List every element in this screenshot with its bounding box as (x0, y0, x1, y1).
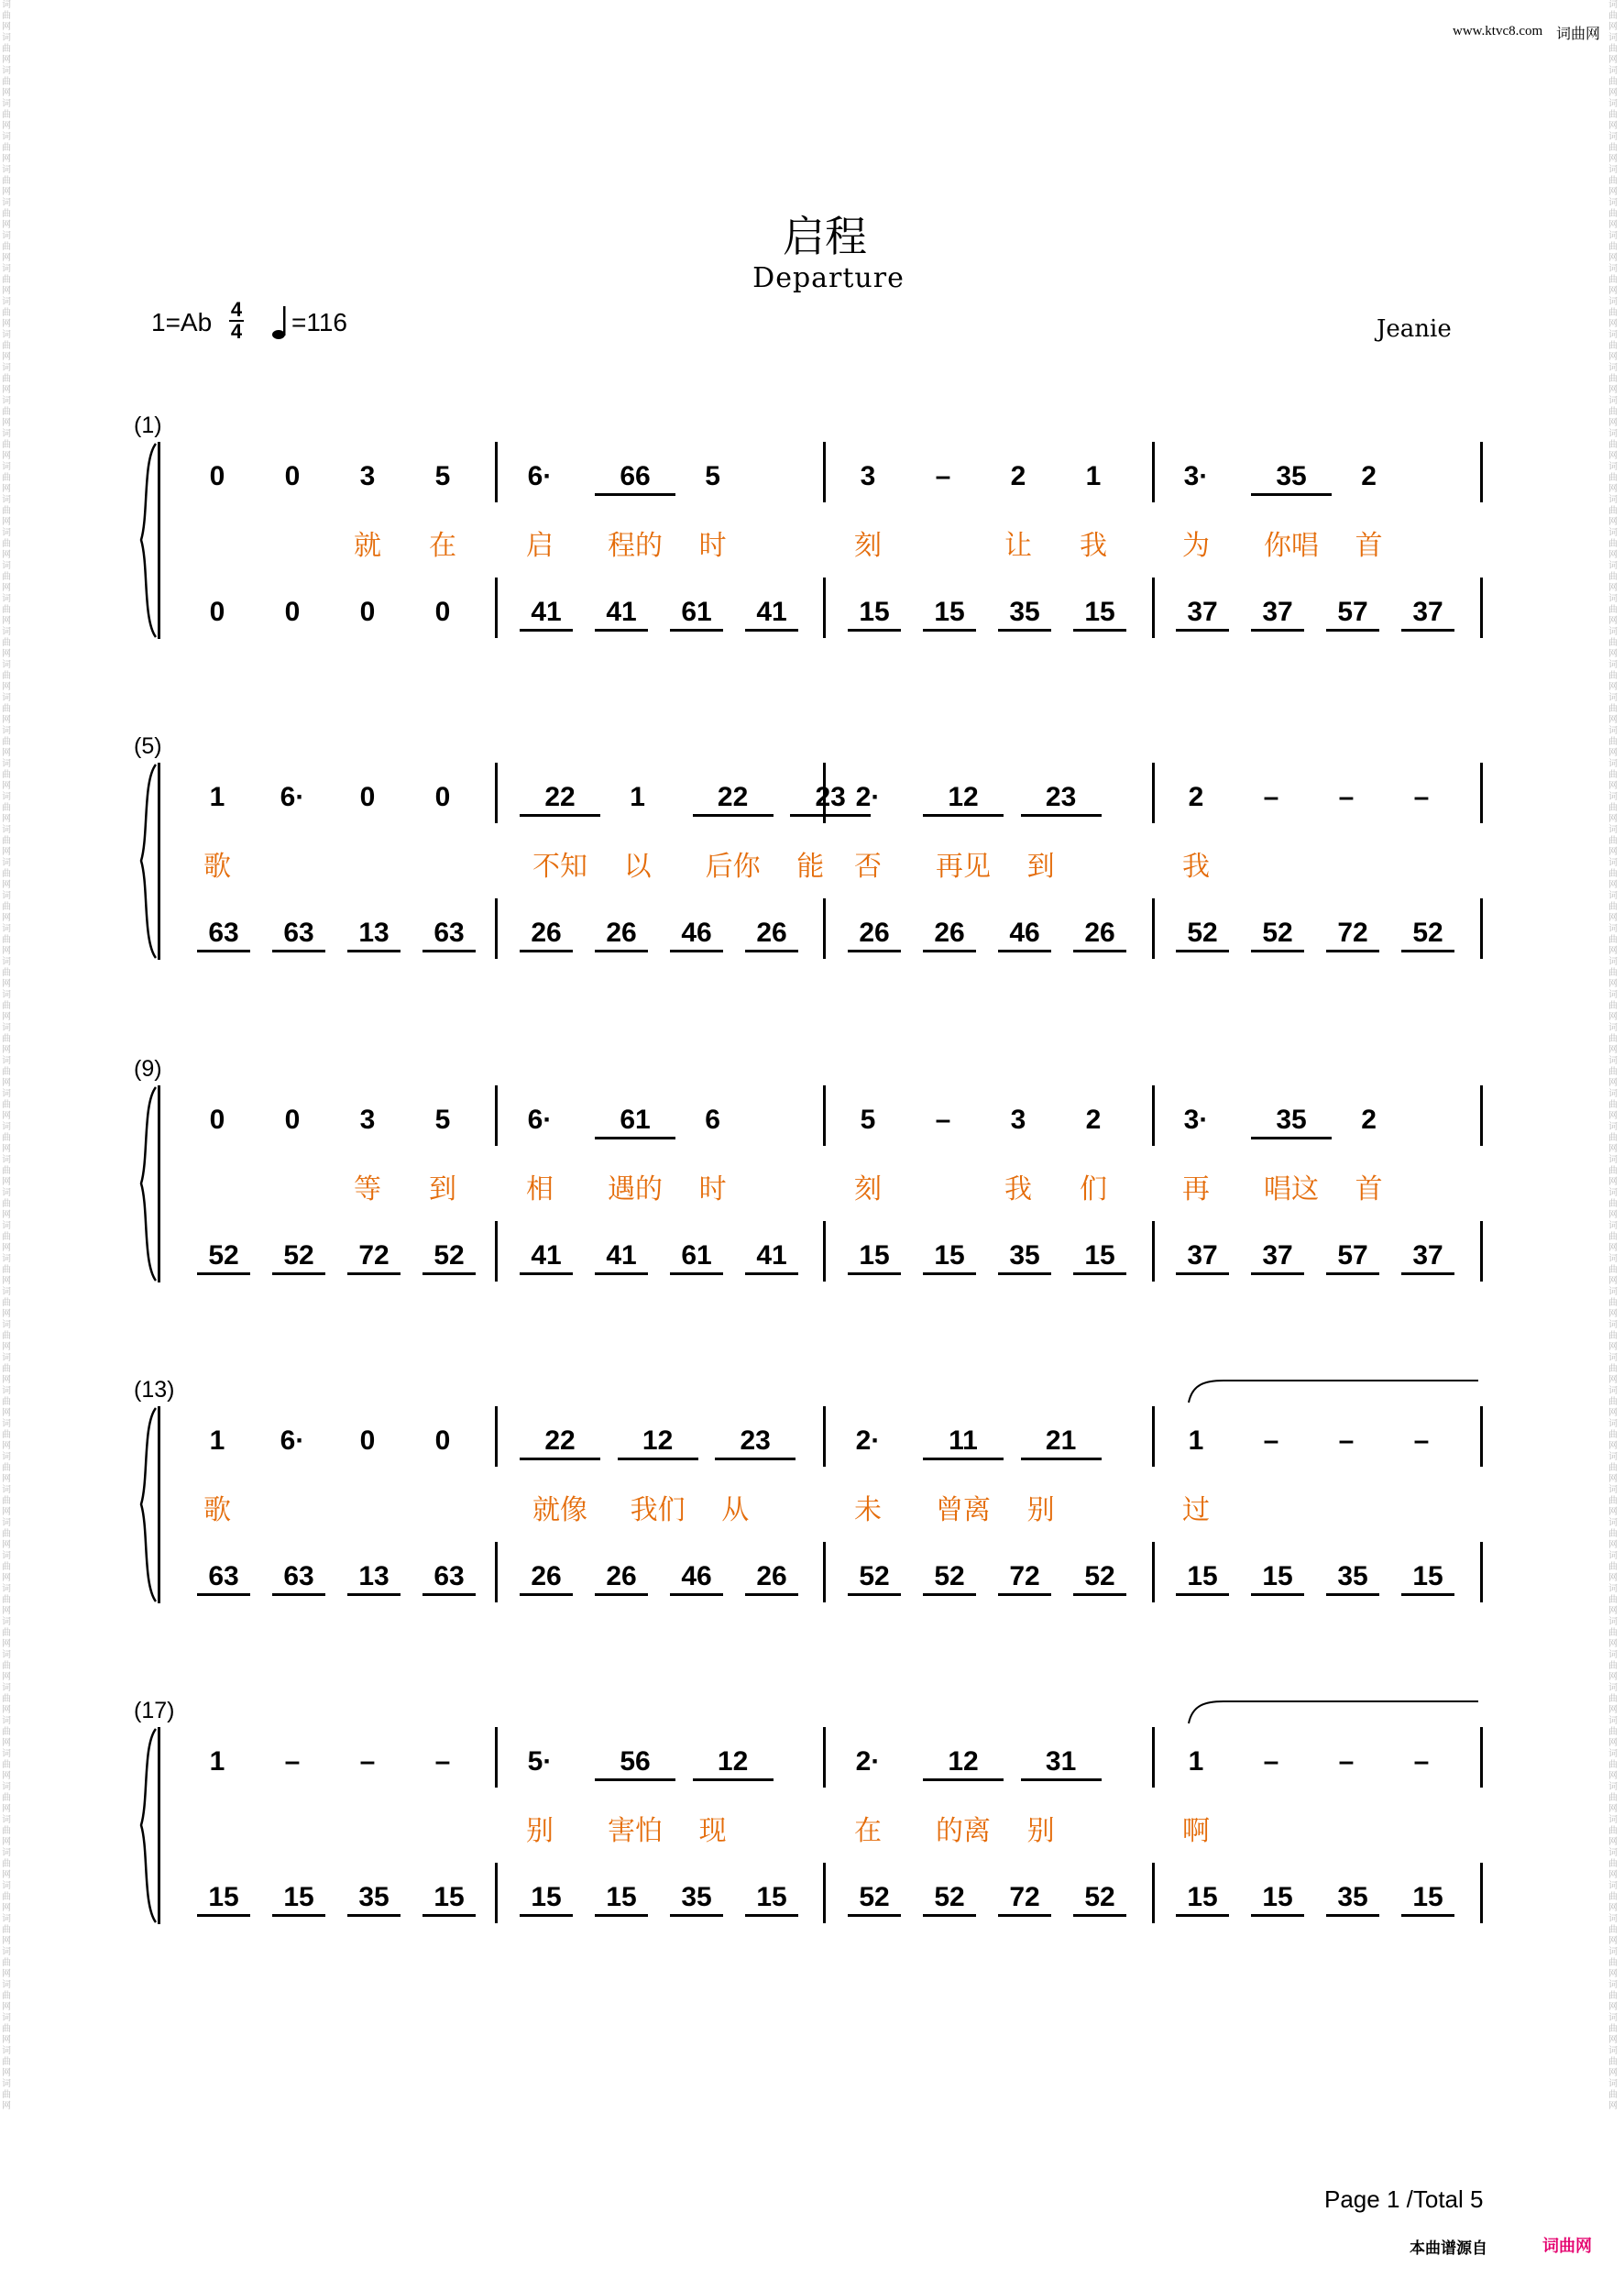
lyric-text: 的离 (936, 1815, 991, 1847)
melody-note: – (434, 1746, 451, 1777)
barline (823, 898, 826, 959)
bass-note: 15 (1176, 1881, 1229, 1917)
melody-note: 23 (790, 781, 871, 817)
bass-note: 61 (670, 596, 723, 632)
melody-note: 3 (1010, 1105, 1026, 1135)
lyric-text: 未 (854, 1494, 882, 1526)
bass-note: 46 (998, 917, 1051, 952)
melody-note: 0 (434, 1425, 451, 1456)
bass-note: 15 (1073, 1239, 1126, 1275)
bass-note: 26 (520, 917, 573, 952)
bass-note: 15 (197, 1881, 250, 1917)
melody-note: 5 (434, 1105, 451, 1135)
bass-note: 15 (1251, 1881, 1304, 1917)
bass-note: 35 (1326, 1560, 1379, 1596)
measure-number: (5) (134, 733, 162, 759)
bass-note: 13 (347, 917, 401, 952)
bass-note: 15 (923, 1239, 976, 1275)
lyric-text: 我 (1182, 851, 1210, 883)
barline (495, 1863, 498, 1923)
melody-note: 1 (1188, 1425, 1204, 1456)
tempo-mark: =116 (291, 308, 347, 336)
melody-note: 6· (280, 1425, 305, 1456)
lyric-text: 你唱 (1264, 530, 1319, 562)
lyric-text: 程的 (608, 530, 663, 562)
bass-note: 46 (670, 917, 723, 952)
barline (495, 442, 498, 502)
bass-note: 0 (434, 597, 451, 627)
lyric-text: 遇的 (608, 1173, 663, 1205)
barline (823, 1542, 826, 1602)
bass-note: 15 (1401, 1881, 1454, 1917)
barline (1152, 763, 1155, 823)
barline (1480, 578, 1483, 638)
bass-note: 35 (670, 1881, 723, 1917)
bass-note: 26 (848, 917, 901, 952)
lyric-text: 就 (354, 530, 381, 562)
melody-note: – (284, 1746, 301, 1777)
lyric-text: 我 (1004, 1173, 1032, 1205)
lyric-text: 启 (526, 530, 554, 562)
barline (1152, 578, 1155, 638)
bass-note: 63 (272, 917, 325, 952)
bass-note: 35 (998, 596, 1051, 632)
lyric-text: 首 (1355, 1173, 1383, 1205)
bass-note: 35 (998, 1239, 1051, 1275)
bass-note: 72 (998, 1560, 1051, 1596)
melody-note: 0 (284, 1105, 301, 1135)
melody-note: 6· (527, 461, 553, 491)
melody-note: 1 (209, 1425, 225, 1456)
lyric-text: 时 (698, 1173, 727, 1205)
melody-note: 61 (595, 1104, 675, 1139)
bass-note: 15 (1073, 596, 1126, 632)
composer: Jeanie (1377, 315, 1452, 343)
lyric-text: 别 (526, 1815, 554, 1847)
melody-note: 1 (209, 1746, 225, 1777)
system-brace (136, 1727, 163, 1924)
bass-note: 41 (745, 596, 798, 632)
bass-note: 15 (1401, 1560, 1454, 1596)
quarter-note-icon (271, 304, 286, 346)
barline (823, 1727, 826, 1788)
melody-note: – (1413, 782, 1430, 812)
bass-note: 26 (923, 917, 976, 952)
barline (1152, 1727, 1155, 1788)
bass-note: 15 (272, 1881, 325, 1917)
melody-note: 0 (434, 782, 451, 812)
bass-note: 41 (745, 1239, 798, 1275)
lyric-text: 从 (721, 1494, 750, 1526)
melody-note: 31 (1021, 1745, 1102, 1781)
bass-note: 37 (1176, 1239, 1229, 1275)
melody-note: 11 (923, 1425, 1004, 1460)
melody-note: 23 (715, 1425, 796, 1460)
melody-note: 3· (1183, 461, 1209, 491)
lyric-text: 时 (698, 530, 727, 562)
time-signature (229, 298, 244, 343)
lyric-text: 让 (1004, 530, 1032, 562)
slur (1187, 1698, 1480, 1725)
melody-note: 5 (860, 1105, 876, 1135)
measure-number: (13) (134, 1377, 175, 1403)
melody-note: 3· (1183, 1105, 1209, 1135)
system-brace (136, 442, 163, 639)
melody-note: – (1263, 1746, 1279, 1777)
time-numerator: 4 (230, 298, 243, 321)
lyric-text: 啊 (1182, 1815, 1210, 1847)
lyric-text: 刻 (854, 530, 882, 562)
melody-note: 0 (209, 461, 225, 491)
barline (1480, 1406, 1483, 1467)
melody-note: 1 (630, 782, 645, 812)
barline (495, 1406, 498, 1467)
melody-note: 12 (693, 1745, 774, 1781)
melody-note: – (1338, 782, 1355, 812)
lyric-text: 不知 (532, 851, 587, 883)
barline (1152, 898, 1155, 959)
barline (823, 1221, 826, 1282)
barline (1480, 1085, 1483, 1146)
melody-note: – (1413, 1425, 1430, 1456)
barline (495, 1085, 498, 1146)
lyric-text: 唱这 (1264, 1173, 1319, 1205)
barline (495, 898, 498, 959)
melody-note: 22 (693, 781, 774, 817)
melody-note: 0 (209, 1105, 225, 1135)
melody-note: – (935, 1105, 951, 1135)
barline (1152, 1221, 1155, 1282)
bass-note: 15 (422, 1881, 476, 1917)
melody-note: 23 (1021, 781, 1102, 817)
barline (823, 1406, 826, 1467)
melody-note: 12 (618, 1425, 698, 1460)
barline (1152, 1542, 1155, 1602)
bass-note: 26 (520, 1560, 573, 1596)
lyric-text: 到 (429, 1173, 456, 1205)
bass-note: 63 (197, 1560, 250, 1596)
barline (495, 763, 498, 823)
bass-note: 15 (848, 596, 901, 632)
site-url[interactable]: www.ktvc8.com (1453, 24, 1543, 39)
melody-note: 3 (359, 461, 376, 491)
site-name: 词曲网 (1556, 27, 1601, 42)
lyric-text: 刻 (854, 1173, 882, 1205)
bass-note: 41 (520, 1239, 573, 1275)
barline (823, 1085, 826, 1146)
bass-note: 41 (595, 596, 648, 632)
melody-note: – (1263, 1425, 1279, 1456)
source-site[interactable]: 词曲网 (1542, 2237, 1592, 2255)
measure-number: (17) (134, 1698, 175, 1723)
bass-note: 57 (1326, 596, 1379, 632)
barline (1152, 442, 1155, 502)
melody-note: 0 (359, 782, 376, 812)
barline (1152, 1085, 1155, 1146)
melody-note: – (1338, 1746, 1355, 1777)
bass-note: 37 (1401, 596, 1454, 632)
melody-note: 66 (595, 460, 675, 496)
bass-note: 0 (284, 597, 301, 627)
melody-note: 5· (527, 1746, 553, 1777)
bass-note: 52 (272, 1239, 325, 1275)
melody-note: 2· (855, 782, 881, 812)
bass-note: 63 (422, 1560, 476, 1596)
melody-note: 5 (434, 461, 451, 491)
bass-note: 52 (197, 1239, 250, 1275)
melody-note: 3 (860, 461, 876, 491)
melody-note: 6· (527, 1105, 553, 1135)
lyric-text: 相 (526, 1173, 554, 1205)
bass-note: 15 (1251, 1560, 1304, 1596)
bass-note: 37 (1401, 1239, 1454, 1275)
bass-note: 0 (359, 597, 376, 627)
measure-number: (9) (134, 1056, 162, 1082)
bass-note: 52 (1073, 1881, 1126, 1917)
bass-note: 41 (595, 1239, 648, 1275)
melody-note: 22 (520, 781, 600, 817)
bass-note: 26 (595, 917, 648, 952)
lyric-text: 到 (1026, 851, 1055, 883)
bass-note: 26 (595, 1560, 648, 1596)
barline (1152, 1863, 1155, 1923)
melody-note: 2 (1361, 1105, 1377, 1135)
melody-note: 2 (1188, 782, 1204, 812)
lyric-text: 就像 (532, 1494, 587, 1526)
lyric-text: 再 (1182, 1173, 1210, 1205)
left-watermark-strip: 词曲网词曲网词曲网词曲网词曲网词曲网词曲网词曲网词曲网词曲网词曲网词曲网词曲网词曲网词曲网词曲网词曲网词曲网词曲网词曲网词曲网词曲网词曲网词曲网词曲网词曲网词曲网词曲网词曲网词曲网词曲网词曲网词曲网词曲网词曲网词曲网词曲网词曲网词曲网词曲网词曲网词曲网词曲网词曲网词曲网词曲网词曲网词曲网词曲网词曲网词曲网词曲网词曲网词曲网词曲网词曲网词曲网词曲网词曲网词曲网词曲网词曲网词曲网词曲网 (2, 0, 11, 2111)
barline (495, 1727, 498, 1788)
bass-note: 41 (520, 596, 573, 632)
bass-note: 15 (745, 1881, 798, 1917)
bass-note: 52 (848, 1560, 901, 1596)
bass-note: 52 (1176, 917, 1229, 952)
melody-note: – (935, 461, 951, 491)
bass-note: 46 (670, 1560, 723, 1596)
bass-note: 72 (347, 1239, 401, 1275)
bass-note: 26 (745, 917, 798, 952)
lyric-text: 歌 (203, 1494, 231, 1526)
right-watermark-strip: 词曲网词曲网词曲网词曲网词曲网词曲网词曲网词曲网词曲网词曲网词曲网词曲网词曲网词曲网词曲网词曲网词曲网词曲网词曲网词曲网词曲网词曲网词曲网词曲网词曲网词曲网词曲网词曲网词曲网词曲网词曲网词曲网词曲网词曲网词曲网词曲网词曲网词曲网词曲网词曲网词曲网词曲网词曲网词曲网词曲网词曲网词曲网词曲网词曲网词曲网词曲网词曲网词曲网词曲网词曲网词曲网词曲网词曲网词曲网词曲网词曲网词曲网词曲网词曲网 (1608, 0, 1618, 2111)
lyric-text: 们 (1080, 1173, 1107, 1205)
bass-note: 63 (272, 1560, 325, 1596)
barline (1480, 442, 1483, 502)
bass-note: 15 (923, 596, 976, 632)
melody-note: 0 (284, 461, 301, 491)
bass-note: 52 (923, 1881, 976, 1917)
lyric-text: 过 (1182, 1494, 1210, 1526)
barline (1480, 763, 1483, 823)
barline (823, 442, 826, 502)
page-number: Page 1 /Total 5 (1324, 2185, 1484, 2213)
lyric-text: 害怕 (608, 1815, 663, 1847)
lyric-text: 别 (1026, 1815, 1055, 1847)
lyric-text: 否 (854, 851, 882, 883)
barline (1480, 898, 1483, 959)
melody-note: 2 (1361, 461, 1377, 491)
bass-note: 52 (422, 1239, 476, 1275)
lyric-text: 我们 (630, 1494, 686, 1526)
bass-note: 26 (1073, 917, 1126, 952)
melody-note: 5 (705, 461, 720, 491)
bass-note: 52 (1251, 917, 1304, 952)
bass-note: 13 (347, 1560, 401, 1596)
melody-note: 21 (1021, 1425, 1102, 1460)
barline (495, 1542, 498, 1602)
bass-note: 72 (998, 1881, 1051, 1917)
melody-note: 2· (855, 1746, 881, 1777)
bass-note: 15 (520, 1881, 573, 1917)
lyric-text: 我 (1080, 530, 1107, 562)
melody-note: 35 (1251, 460, 1332, 496)
bass-note: 37 (1176, 596, 1229, 632)
bass-note: 57 (1326, 1239, 1379, 1275)
lyric-text: 再见 (936, 851, 991, 883)
melody-note: 6· (280, 782, 305, 812)
source-note: 本曲谱源自 (1410, 2239, 1487, 2257)
system-brace (136, 1406, 163, 1603)
bass-note: 35 (1326, 1881, 1379, 1917)
melody-note: 2· (855, 1425, 881, 1456)
melody-note: 6 (705, 1105, 720, 1135)
key-signature: 1=Ab (151, 308, 213, 336)
bass-note: 15 (595, 1881, 648, 1917)
melody-note: 12 (923, 781, 1004, 817)
lyric-text: 首 (1355, 530, 1383, 562)
bass-note: 26 (745, 1560, 798, 1596)
system-brace (136, 1085, 163, 1282)
bass-note: 63 (197, 917, 250, 952)
system-brace (136, 763, 163, 960)
melody-note: 22 (520, 1425, 600, 1460)
melody-note: 35 (1251, 1104, 1332, 1139)
lyric-text: 能 (796, 851, 825, 883)
song-subtitle: Departure (752, 262, 905, 294)
barline (1480, 1542, 1483, 1602)
melody-note: 2 (1010, 461, 1026, 491)
bass-note: 61 (670, 1239, 723, 1275)
bass-note: 37 (1251, 1239, 1304, 1275)
lyric-text: 以 (623, 851, 652, 883)
melody-note: – (1338, 1425, 1355, 1456)
barline (495, 578, 498, 638)
melody-note: 56 (595, 1745, 675, 1781)
time-denominator: 4 (230, 320, 243, 343)
barline (495, 1221, 498, 1282)
bass-note: 52 (923, 1560, 976, 1596)
lyric-text: 现 (698, 1815, 727, 1847)
barline (823, 578, 826, 638)
bass-note: 37 (1251, 596, 1304, 632)
melody-note: 3 (359, 1105, 376, 1135)
song-title: 启程 (783, 212, 867, 261)
melody-note: 2 (1085, 1105, 1102, 1135)
lyric-text: 在 (429, 530, 456, 562)
barline (1480, 1727, 1483, 1788)
lyric-text: 歌 (203, 851, 231, 883)
barline (823, 1863, 826, 1923)
melody-note: 1 (1085, 461, 1102, 491)
bass-note: 52 (1401, 917, 1454, 952)
bass-note: 15 (848, 1239, 901, 1275)
bass-note: 35 (347, 1881, 401, 1917)
lyric-text: 后你 (705, 851, 761, 883)
bass-note: 52 (848, 1881, 901, 1917)
melody-note: 0 (359, 1425, 376, 1456)
barline (1152, 1406, 1155, 1467)
melody-note: 1 (1188, 1746, 1204, 1777)
bass-note: 52 (1073, 1560, 1126, 1596)
lyric-text: 别 (1026, 1494, 1055, 1526)
bass-note: 72 (1326, 917, 1379, 952)
bass-note: 63 (422, 917, 476, 952)
melody-note: 12 (923, 1745, 1004, 1781)
melody-note: – (1413, 1746, 1430, 1777)
bass-note: 0 (209, 597, 225, 627)
barline (1480, 1863, 1483, 1923)
slur (1187, 1377, 1480, 1404)
lyric-text: 在 (854, 1815, 882, 1847)
lyric-text: 曾离 (936, 1494, 991, 1526)
measure-number: (1) (134, 413, 162, 438)
bass-note: 15 (1176, 1560, 1229, 1596)
melody-note: 1 (209, 782, 225, 812)
barline (1480, 1221, 1483, 1282)
lyric-text: 为 (1182, 530, 1210, 562)
lyric-text: 等 (354, 1173, 381, 1205)
melody-note: – (1263, 782, 1279, 812)
melody-note: – (359, 1746, 376, 1777)
